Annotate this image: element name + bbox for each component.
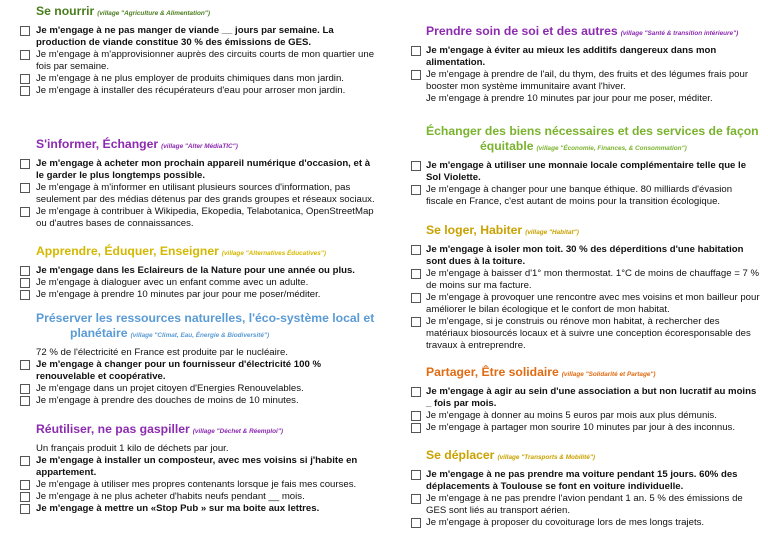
- pledge-item: [394, 316, 764, 352]
- checkbox[interactable]: [20, 360, 30, 370]
- pledge-item: [394, 292, 764, 316]
- item-text: Je m'engage à dialoguer avec un enfant comme avec un adulte.: [36, 277, 309, 288]
- pledge-item: [0, 503, 384, 515]
- item-text: Je m'engage à prendre des douches de moins de 10 minutes.: [36, 395, 299, 406]
- checkbox[interactable]: [20, 159, 30, 169]
- checkbox[interactable]: [411, 161, 421, 171]
- item-text: Je m'engage à installer des récupérateurs d'eau pour arroser mon jardin.: [36, 85, 346, 96]
- item-text: Je m'engage à installer un composteur, avec mes voisins si j'habite en appartement.: [36, 455, 358, 478]
- section-title: [394, 223, 764, 240]
- item-text: Je m'engage à ne pas prendre l'avion pendant 1 an. 5 % des émissions de GES sont liés au transport aérien.: [426, 493, 743, 516]
- checkbox[interactable]: [20, 480, 30, 490]
- pledge-item: [0, 265, 384, 277]
- pledge-item: [0, 206, 384, 230]
- item-text: Je m'engage à baisser d'1° mon thermostat. 1°C de moins de chauffage = 7 % de moins sur ma facture.: [426, 268, 760, 291]
- pledge-item: [394, 160, 764, 184]
- pledge-item: [0, 49, 384, 73]
- item-text: Je m'engage à utiliser une monnaie locale complémentaire telle que le Sol Violette.: [426, 160, 747, 183]
- item-text: Je m'engage à donner au moins 5 euros par mois aux plus démunis.: [426, 410, 717, 421]
- item-text: Je m'engage à changer pour une banque éthique. 80 milliards d'évasion fiscale en France, c'est autant de moins pour la transition écologique.: [426, 184, 733, 207]
- item-text: Je m'engage à proposer du covoiturage lors de mes longs trajets.: [426, 517, 705, 528]
- section-title-text: Préserver les ressources naturelles, l'éco-système local et: [36, 311, 375, 325]
- pledge-item: [0, 395, 384, 407]
- pledge-item: [394, 244, 764, 268]
- checkbox[interactable]: [411, 70, 421, 80]
- section-title-text: Se loger, Habiter: [426, 223, 523, 237]
- item-text: Je m'engage, si je construis ou rénove mon habitat, à rechercher des matériaux biosourcés locaux et à suivre une conception écoresponsable des travaux à entreprendre.: [426, 316, 751, 351]
- item-text: Je m'engage à ne plus employer de produits chimiques dans mon jardin.: [36, 73, 344, 84]
- pledge-item: [394, 410, 764, 422]
- pledge-item: [394, 386, 764, 410]
- item-text: Je m'engage à éviter au mieux les additifs dangereux dans mon alimentation.: [426, 45, 717, 68]
- pledge-item: [0, 289, 384, 301]
- item-text: Je m'engage à m'approvisionner auprès des circuits courts de mon quartier une fois par semaine.: [36, 49, 375, 72]
- checkbox[interactable]: [20, 74, 30, 84]
- checkbox[interactable]: [20, 266, 30, 276]
- section-title-text: Prendre soin de soi et des autres: [426, 24, 618, 38]
- section-title: [0, 137, 384, 154]
- pledge-item: [0, 25, 384, 49]
- item-text: Je m'engage à prendre de l'ail, du thym, des fruits et des légumes frais pour booster mon système immunitaire avant l'hiver.: [426, 69, 749, 92]
- village-tag: (village "Déchet & Réemploi"): [192, 428, 283, 435]
- pledge-item: [394, 184, 764, 208]
- section-title-text-2: planétaire: [70, 326, 128, 340]
- section-title-text: Partager, Être solidaire: [426, 365, 559, 379]
- section-title: [0, 4, 384, 21]
- pledge-item: [0, 479, 384, 491]
- checkbox[interactable]: [411, 317, 421, 327]
- item-text: Je m'engage dans les Eclaireurs de la Nature pour une année ou plus.: [36, 265, 355, 276]
- village-tag: (village "Alter MédiaTIC"): [161, 143, 238, 150]
- item-text: 72 % de l'électricité en France est produite par le nucléaire.: [36, 347, 288, 358]
- item-text: Je m'engage à ne plus acheter d'habits neufs pendant __ mois.: [36, 491, 305, 502]
- checkbox[interactable]: [20, 207, 30, 217]
- item-text: Je m'engage à prendre 10 minutes par jour pour me poser/méditer.: [36, 289, 321, 300]
- section-prendre-soin-de-soi-et-des-autres: [394, 24, 764, 105]
- checkbox[interactable]: [20, 396, 30, 406]
- item-text: Un français produit 1 kilo de déchets par jour.: [36, 443, 229, 454]
- checkbox[interactable]: [20, 183, 30, 193]
- pledge-item: [0, 182, 384, 206]
- pledge-item: [0, 85, 384, 97]
- section-apprendre-eduquer-enseigner: [0, 244, 384, 301]
- section-title-text: Se nourrir: [36, 4, 95, 18]
- checkbox[interactable]: [20, 384, 30, 394]
- info-line: [394, 93, 764, 105]
- village-tag: (village "Climat, Eau, Énergie & Biodiversité"): [130, 332, 270, 339]
- section-title-text: Se déplacer: [426, 448, 495, 462]
- section-title-text: Réutiliser, ne pas gaspiller: [36, 422, 190, 436]
- pledge-item: [394, 517, 764, 529]
- checkbox[interactable]: [411, 423, 421, 433]
- village-tag: (village "Agriculture & Alimentation"): [97, 10, 210, 17]
- village-tag: (village "Santé & transition intérieure"): [620, 30, 739, 37]
- checkbox[interactable]: [20, 456, 30, 466]
- village-tag: (village "Habitat"): [525, 229, 579, 236]
- section-title-text: Échanger des biens nécessaires et des services de façon: [426, 124, 759, 138]
- village-tag: (village "Transports & Mobilité"): [497, 454, 595, 461]
- checkbox[interactable]: [20, 504, 30, 514]
- checkbox[interactable]: [20, 26, 30, 36]
- section-se-deplacer: [394, 448, 764, 529]
- village-tag: (village "Alternatives Éducatives"): [221, 250, 326, 257]
- section-title: [394, 124, 764, 139]
- section-title: [0, 422, 384, 439]
- pledge-item: [0, 158, 384, 182]
- village-tag: (village "Solidarité et Partage"): [561, 371, 656, 378]
- section-title-line2: [394, 139, 764, 156]
- item-text: Je m'engage à ne pas manger de viande __ jours par semaine. La production de viande constitue 30 % des émissions de GES.: [36, 25, 334, 48]
- checkbox[interactable]: [411, 46, 421, 56]
- checkbox[interactable]: [411, 245, 421, 255]
- info-line: [0, 443, 384, 455]
- item-text: Je m'engage à agir au sein d'une association a but non lucratif au moins _ fois par mois.: [426, 386, 757, 409]
- pledge-item: [394, 469, 764, 493]
- section-se-nourrir: [0, 4, 384, 97]
- section-title-text: S'informer, Échanger: [36, 137, 159, 151]
- section-title: [0, 311, 384, 326]
- item-text: Je m'engage à utiliser mes propres contenants lorsque je fais mes courses.: [36, 479, 357, 490]
- item-text: Je m'engage à changer pour un fournisseur d'électricité 100 % renouvelable et coopérative.: [36, 359, 322, 382]
- pledge-item: [394, 493, 764, 517]
- checkbox[interactable]: [411, 387, 421, 397]
- checkbox[interactable]: [20, 492, 30, 502]
- item-text: Je m'engage à isoler mon toit. 30 % des déperditions d'une habitation sont dues à la toiture.: [426, 244, 744, 267]
- checkbox[interactable]: [20, 86, 30, 96]
- section-title-line2: [0, 326, 384, 343]
- section-title: [394, 365, 764, 382]
- section-title-text: Apprendre, Éduquer, Enseigner: [36, 244, 219, 258]
- section-echanger-des-biens-necessaires-et-des-se: [394, 124, 764, 208]
- section-preserver-les-ressources-naturelles-l-ec: [0, 311, 384, 407]
- checkbox[interactable]: [411, 494, 421, 504]
- pledge-item: [0, 359, 384, 383]
- checkbox[interactable]: [411, 185, 421, 195]
- pledge-item: [0, 277, 384, 289]
- pledge-item: [0, 383, 384, 395]
- checkbox[interactable]: [20, 278, 30, 288]
- info-line: [0, 347, 384, 359]
- section-title: [394, 24, 764, 41]
- checkbox[interactable]: [411, 269, 421, 279]
- item-text: Je m'engage à acheter mon prochain appareil numérique d'occasion, et à le garder le plus longtemps possible.: [36, 158, 371, 181]
- checkbox[interactable]: [20, 50, 30, 60]
- item-text: Je m'engage dans un projet citoyen d'Energies Renouvelables.: [36, 383, 304, 394]
- village-tag: (village "Économie, Finances, & Consommation"): [536, 145, 687, 152]
- item-text: Je m'engage à prendre 10 minutes par jour pour me poser, méditer.: [426, 93, 713, 104]
- pledge-item: [394, 422, 764, 434]
- checkbox[interactable]: [411, 293, 421, 303]
- section-title-text-2: équitable: [480, 139, 534, 153]
- pledge-item: [0, 73, 384, 85]
- pledge-item: [394, 69, 764, 93]
- item-text: Je m'engage à partager mon sourire 10 minutes par jour à des inconnus.: [426, 422, 736, 433]
- section-se-loger-habiter: [394, 223, 764, 352]
- item-text: Je m'engage à provoquer une rencontre avec mes voisins et mon bailleur pour améliorer le bilan écologique et le confort de mon habitat.: [426, 292, 760, 315]
- checkbox[interactable]: [411, 470, 421, 480]
- pledge-item: [394, 268, 764, 292]
- item-text: Je m'engage à ne pas prendre ma voiture pendant 15 jours. 60% des déplacements à Toulouse se font en voiture individuelle.: [426, 469, 738, 492]
- pledge-item: [394, 45, 764, 69]
- item-text: Je m'engage à mettre un «Stop Pub » sur ma boite aux lettres.: [36, 503, 320, 514]
- pledge-item: [0, 491, 384, 503]
- checkbox[interactable]: [411, 411, 421, 421]
- checkbox[interactable]: [411, 518, 421, 528]
- section-title: [0, 244, 384, 261]
- section-s-informer-echanger: [0, 137, 384, 230]
- section-title: [394, 448, 764, 465]
- section-partager-etre-solidaire: [394, 365, 764, 434]
- item-text: Je m'engage à m'informer en utilisant plusieurs sources d'information, pas seulement par des médias détenus par des grands groupes et réseaux sociaux.: [36, 182, 375, 205]
- pledge-item: [0, 455, 384, 479]
- section-reutiliser-ne-pas-gaspiller: [0, 422, 384, 515]
- checkbox[interactable]: [20, 290, 30, 300]
- item-text: Je m'engage à contribuer à Wikipedia, Ekopedia, Telabotanica, OpenStreetMap ou d'autres bases de connaissances.: [36, 206, 374, 229]
